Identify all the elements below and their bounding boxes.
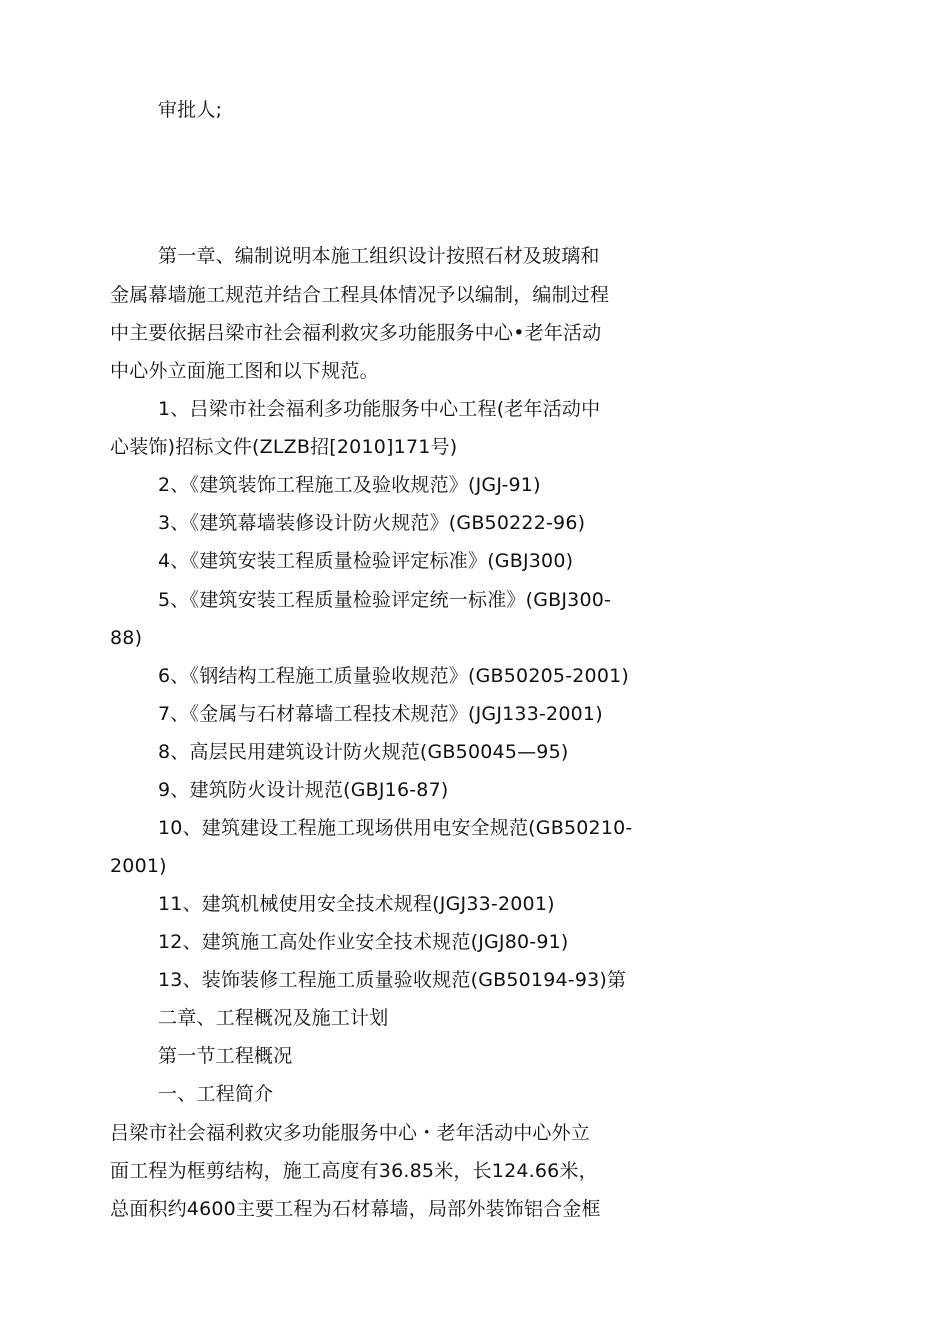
chapter-1-intro-line-4: 中心外立面施工图和以下规范。 xyxy=(110,360,379,382)
spec-item-3: 3、《建筑幕墙装修设计防火规范》(GB50222-96) xyxy=(158,512,586,534)
project-intro-line-2: 面工程为框剪结构，施工高度有36.85米，长124.66米， xyxy=(110,1160,598,1182)
spec-item-10-line-2: 2001) xyxy=(110,855,167,877)
subsection-1-heading: 一、工程简介 xyxy=(158,1083,274,1105)
chapter-1-intro-line-1: 第一章、编制说明本施工组织设计按照石材及玻璃和 xyxy=(158,245,600,267)
spec-item-5-line-2: 88) xyxy=(110,627,143,649)
spec-item-10-line-1: 10、建筑建设工程施工现场供用电安全规范(GB50210- xyxy=(158,817,633,839)
spec-item-1-line-2: 心装饰)招标文件(ZLZB招[2010]171号) xyxy=(110,436,458,458)
spec-item-4: 4、《建筑安装工程质量检验评定标准》(GBJ300) xyxy=(158,550,574,572)
spec-item-12: 12、建筑施工高处作业安全技术规范(JGJ80-91) xyxy=(158,931,569,953)
spec-item-6: 6、《钢结构工程施工质量验收规范》(GB50205-2001) xyxy=(158,665,630,687)
spec-item-9: 9、建筑防火设计规范(GBJ16-87) xyxy=(158,779,449,801)
chapter-2-heading: 二章、工程概况及施工计划 xyxy=(158,1007,389,1029)
section-1-heading: 第一节工程概况 xyxy=(158,1045,293,1067)
spec-item-11: 11、建筑机械使用安全技术规程(JGJ33-2001) xyxy=(158,893,555,915)
spec-item-5-line-1: 5、《建筑安装工程质量检验评定统一标准》(GBJ300- xyxy=(158,589,612,611)
chapter-1-intro-line-3: 中主要依据吕梁市社会福利救灾多功能服务中心•老年活动 xyxy=(110,322,602,344)
approver-label: 审批人; xyxy=(158,99,223,121)
chapter-1-intro-line-2: 金属幕墙施工规范并结合工程具体情况予以编制，编制过程 xyxy=(110,284,610,306)
spec-item-1-line-1: 1、吕梁市社会福利多功能服务中心工程(老年活动中 xyxy=(158,398,601,420)
project-intro-line-1: 吕梁市社会福利救灾多功能服务中心・老年活动中心外立 xyxy=(110,1122,591,1144)
spec-item-2: 2、《建筑装饰工程施工及验收规范》(JGJ-91) xyxy=(158,474,541,496)
spec-item-8: 8、高层民用建筑设计防火规范(GB50045—95) xyxy=(158,741,569,763)
project-intro-line-3: 总面积约4600主要工程为石材幕墙，局部外装饰铝合金框 xyxy=(110,1198,601,1220)
spec-item-13-line-1: 13、装饰装修工程施工质量验收规范(GB50194-93)第 xyxy=(158,969,627,991)
spec-item-7: 7、《金属与石材幕墙工程技术规范》(JGJ133-2001) xyxy=(158,703,603,725)
